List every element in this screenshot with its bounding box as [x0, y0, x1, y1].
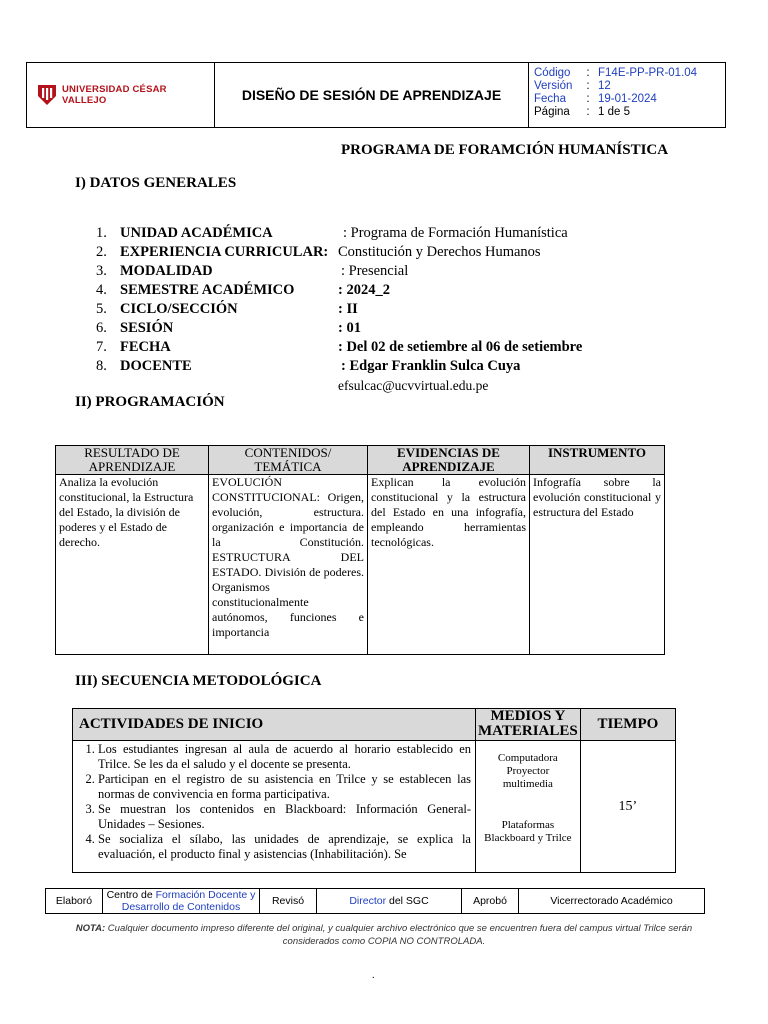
table-header: EVIDENCIAS DE APRENDIZAJE: [368, 446, 530, 475]
item-label: DOCENTE: [120, 358, 192, 374]
meta-value: F14E-PP-PR-01.04: [598, 67, 698, 79]
item-number: 6.: [96, 320, 107, 336]
ucv-crest-icon: [37, 84, 57, 106]
page-marker: .: [372, 970, 375, 981]
meta-row: Versión : 12: [534, 80, 611, 92]
meta-key: Código: [534, 67, 571, 79]
meta-key: Versión: [534, 80, 573, 92]
meta-row: Fecha : 19-01-2024: [534, 93, 657, 105]
list-item: [96, 262, 582, 281]
item-label: CICLO/SECCIÓN: [120, 301, 238, 317]
item-value: : Edgar Franklin Sulca Cuya: [341, 358, 521, 374]
item-value: : 01: [338, 320, 361, 336]
list-item: 4. Se socializa el sílabo, las unidades de aprendizaje, se explica la evaluación, el producto final y asistencias (Inhabilitación). Se: [98, 832, 471, 862]
list-item: [96, 357, 582, 376]
meta-row: Código : F14E-PP-PR-01.04: [534, 67, 698, 79]
item-label: EXPERIENCIA CURRICULAR:: [120, 244, 329, 260]
meta-row: Página : 1 de 5: [534, 106, 630, 118]
item-number: 5.: [96, 301, 107, 317]
section-heading-secuencia: III) SECUENCIA METODOLÓGICA: [75, 673, 322, 689]
item-value: Constitución y Derechos Humanos: [338, 244, 541, 260]
table-header: ACTIVIDADES DE INICIO: [73, 709, 476, 741]
item-value: : Presencial: [341, 263, 409, 279]
materials-text: Computadora Proyector multimedia: [497, 752, 558, 790]
list-item: 2. Participan en el registro de su asistencia en Trilce y se establecen las normas de convivencia en forma participativa.: [98, 772, 471, 802]
list-item: [96, 243, 582, 262]
footer-text: Director: [349, 895, 387, 907]
list-item: [96, 224, 582, 243]
footer-value: [103, 889, 260, 914]
table-header: TIEMPO: [580, 709, 675, 741]
university-logo: [27, 63, 215, 127]
meta-key: Página: [534, 106, 570, 118]
approval-footer: [45, 888, 705, 914]
list-item: [96, 338, 582, 357]
table-cell: [73, 741, 476, 873]
item-value: : 2024_2: [338, 282, 390, 298]
table-row: [56, 475, 665, 655]
note-label: NOTA:: [75, 923, 106, 934]
document-meta: [529, 63, 725, 127]
program-title: PROGRAMA DE FORAMCIÓN HUMANÍSTICA: [341, 142, 669, 158]
item-label: UNIDAD ACADÉMICA: [120, 225, 273, 241]
footer-value: [317, 889, 462, 914]
table-cell: Infografía sobre la evolución constitucional y estructura del Estado: [530, 475, 665, 655]
item-label: FECHA: [120, 339, 171, 355]
table-cell: [476, 741, 581, 873]
materials-text: Plataformas Blackboard y Trilce: [484, 819, 572, 844]
item-value: : Programa de Formación Humanística: [343, 225, 568, 241]
table-row: [46, 889, 705, 914]
section-heading-datos: I) DATOS GENERALES: [75, 175, 237, 191]
table-cell: Explican la evolución constitucional y la estructura del Estado en una infografía, empleando herramientas tecnológicas.: [368, 475, 530, 655]
footer-text: del SGC: [386, 895, 429, 907]
footer-label: Revisó: [260, 889, 317, 914]
table-cell: Analiza la evolución constitucional, la Estructura del Estado, la división de poderes y el Estado de derecho.: [56, 475, 209, 655]
item-label: MODALIDAD: [120, 263, 213, 279]
item-number: 8.: [96, 358, 107, 374]
docente-email: efsulcac@ucvvirtual.edu.pe: [338, 377, 489, 393]
document-title: DISEÑO DE SESIÓN DE APRENDIZAJE: [215, 63, 529, 127]
item-label: SEMESTRE ACADÉMICO: [120, 282, 295, 298]
item-value: : Del 02 de setiembre al 06 de setiembre: [338, 339, 583, 355]
note-text: Cualquier documento impreso diferente del original, y cualquier archivo electrónico que se encuentren fuera del campus virtual Trilce serán considerados como COPIA NO CONTROLADA.: [105, 923, 693, 947]
meta-value: 1 de 5: [598, 106, 630, 118]
activities-list: [74, 742, 471, 862]
document-note: [60, 922, 708, 948]
item-number: 2.: [96, 244, 107, 260]
table-header: INSTRUMENTO: [530, 446, 665, 475]
table-header: RESULTADO DE APRENDIZAJE: [56, 446, 209, 475]
item-label: SESIÓN: [120, 320, 174, 336]
list-item: [96, 300, 582, 319]
item-number: 1.: [96, 225, 107, 241]
secuencia-table: [72, 708, 676, 873]
footer-text: Centro de: [106, 889, 156, 901]
list-item: [96, 319, 582, 338]
item-number: 7.: [96, 339, 107, 355]
document-header: [26, 62, 726, 128]
section-heading-programacion: II) PROGRAMACIÓN: [75, 394, 225, 410]
list-item: 1. Los estudiantes ingresan al aula de acuerdo al horario establecido en Trilce. Se les da el saludo y el docente se presenta.: [98, 742, 471, 772]
meta-value: 12: [598, 80, 611, 92]
datos-generales-list: [96, 224, 582, 395]
footer-value: Vicerrectorado Académico: [519, 889, 705, 914]
table-cell: EVOLUCIÓN CONSTITUCIONAL: Origen, evolución, estructura. organización e importancia de la Constitución. ESTRUCTURA DEL ESTADO. División de poderes. Organismos constitucionalmente autónomos, funciones e importancia: [209, 475, 368, 655]
table-header: MEDIOS Y MATERIALES: [476, 709, 581, 741]
table-cell: 15’: [580, 741, 675, 873]
item-number: 3.: [96, 263, 107, 279]
list-item: [96, 376, 582, 395]
footer-label: Aprobó: [462, 889, 519, 914]
table-row: [73, 741, 676, 873]
meta-key: Fecha: [534, 93, 566, 105]
programacion-table: [55, 445, 665, 655]
footer-text: Formación Docente y Desarrollo de Contenidos: [121, 889, 256, 913]
list-item: 3. Se muestran los contenidos en Blackboard: Información General-Unidades – Sesiones.: [98, 802, 471, 832]
meta-value: 19-01-2024: [598, 93, 657, 105]
item-value: : II: [338, 301, 358, 317]
table-header: CONTENIDOS/ TEMÁTICA: [209, 446, 368, 475]
logo-text: UNIVERSIDAD CÉSAR VALLEJO: [61, 84, 167, 106]
footer-label: Elaboró: [46, 889, 103, 914]
list-item: [96, 281, 582, 300]
item-number: 4.: [96, 282, 107, 298]
